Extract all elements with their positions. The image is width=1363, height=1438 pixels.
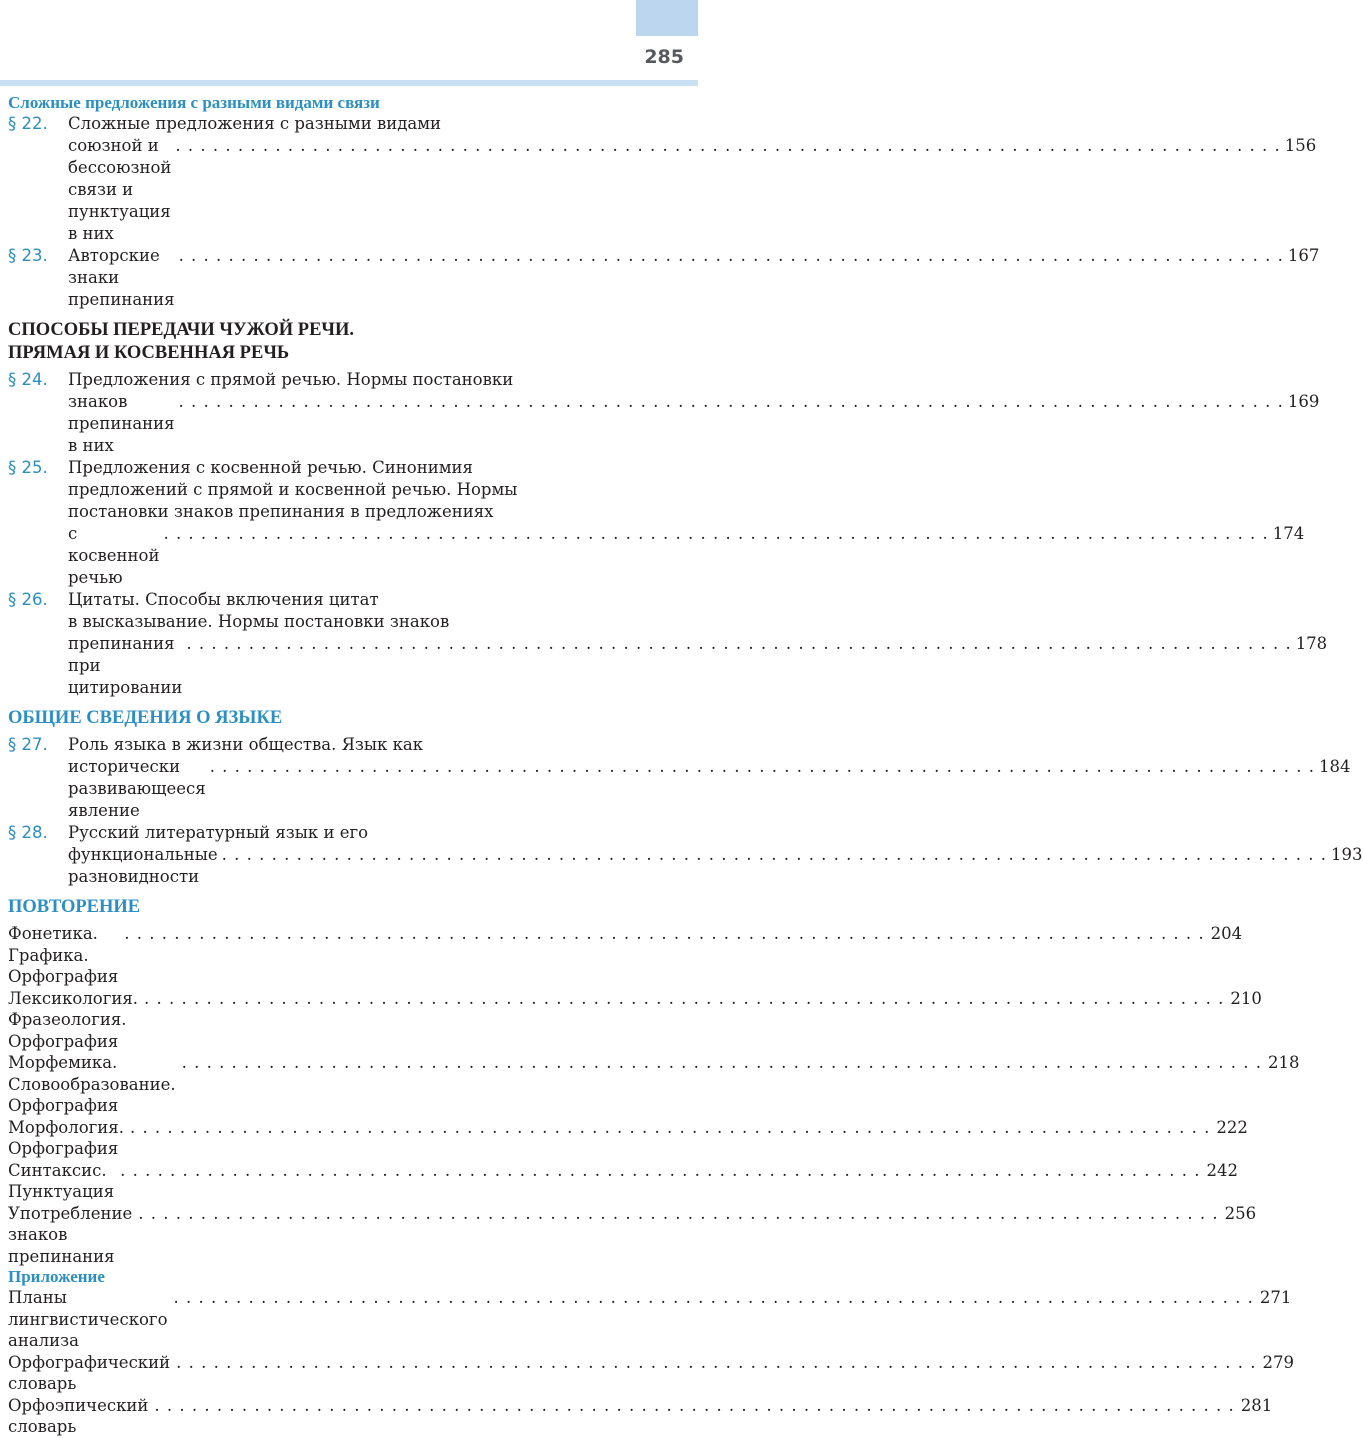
page-ref: 156 xyxy=(1284,136,1317,155)
chapter-heading: ОБЩИЕ СВЕДЕНИЯ О ЯЗЫКЕ xyxy=(8,708,283,728)
entry-line: Предложения с косвенной речью. Синонимия xyxy=(68,458,473,477)
entry-line: Цитаты. Способы включения цитат xyxy=(68,590,379,609)
toc-entry[interactable] xyxy=(8,589,1328,699)
dot-leader xyxy=(174,1287,1254,1309)
section-number: § 28. xyxy=(8,823,48,842)
entry-last-line xyxy=(68,756,1351,822)
entry-line: Русский литературный язык и его xyxy=(68,823,369,842)
toc-row[interactable] xyxy=(8,1203,1257,1268)
entry-line: предложений с прямой и косвенной речью. Нормы xyxy=(68,480,518,499)
row-title: Орфографический словарь xyxy=(8,1352,171,1393)
section-subheading: Сложные предложения с разными видами связи xyxy=(8,93,380,112)
page-ref: 281 xyxy=(1240,1395,1273,1415)
entry-title xyxy=(68,457,1304,589)
page-ref: 256 xyxy=(1224,1203,1257,1223)
section-number: § 27. xyxy=(8,735,48,754)
page-ref: 218 xyxy=(1267,1053,1300,1072)
dot-leader xyxy=(175,135,1280,157)
entry-line: постановки знаков препинания в предложениях xyxy=(68,502,494,521)
entry-last-line xyxy=(68,844,1363,888)
page-ref: 169 xyxy=(1287,392,1320,411)
spacer xyxy=(8,311,653,319)
toc-row[interactable] xyxy=(8,923,1243,988)
toc-row[interactable] xyxy=(8,1352,1294,1395)
page-ref: 167 xyxy=(1287,246,1320,265)
chapter-heading: ПОВТОРЕНИЕ xyxy=(8,897,141,917)
row-title: Планы лингвистического анализа xyxy=(8,1288,168,1350)
toc-row[interactable] xyxy=(8,1287,1292,1352)
page-ref: 193 xyxy=(1331,845,1363,864)
table-of-contents xyxy=(8,93,1363,1438)
header-rule xyxy=(0,80,698,86)
section-number: § 26. xyxy=(8,590,48,609)
row-title: Синтаксис. Пунктуация xyxy=(8,1160,115,1201)
page-ref: 279 xyxy=(1262,1352,1294,1372)
entry-line: Роль языка в жизни общества. Язык как xyxy=(68,735,424,754)
toc-entry[interactable] xyxy=(8,113,1317,245)
dot-leader xyxy=(186,633,1291,655)
toc-row[interactable] xyxy=(8,1395,1273,1438)
dot-leader xyxy=(179,245,1284,267)
entry-line: с косвенной речью xyxy=(68,524,160,587)
row-title: Орфоэпический словарь xyxy=(8,1395,149,1436)
entry-last-line xyxy=(68,633,1327,699)
entry-last-line xyxy=(68,523,1304,589)
row-title: Лексикология. Фразеология. Орфография xyxy=(8,988,139,1051)
dot-leader xyxy=(210,756,1315,778)
entry-line: знаков препинания в них xyxy=(68,392,175,455)
dot-leader xyxy=(154,1395,1234,1417)
dot-leader xyxy=(144,988,1224,1010)
entry-title xyxy=(68,589,1327,699)
entry-line: Сложные предложения с разными видами xyxy=(68,114,442,133)
row-title: Морфология. Орфография xyxy=(8,1117,124,1158)
page-ref: 174 xyxy=(1272,524,1305,543)
page-ref: 222 xyxy=(1216,1117,1248,1137)
section-number: § 22. xyxy=(8,114,48,133)
section-number: § 23. xyxy=(8,246,48,265)
spacer xyxy=(8,699,653,707)
toc-row[interactable] xyxy=(8,1117,1248,1160)
entry-line: Предложения с прямой речью. Нормы постановки xyxy=(68,370,514,389)
dot-leader xyxy=(222,844,1327,866)
entry-line: союзной и бессоюзной связи и пунктуация в них xyxy=(68,136,172,243)
section-subheading: Приложение xyxy=(8,1267,105,1286)
entry-last-line xyxy=(68,391,1319,457)
entry-title xyxy=(68,822,1363,888)
section-number: § 24. xyxy=(8,370,48,389)
corner-tab xyxy=(636,0,698,36)
page-ref: 210 xyxy=(1230,988,1262,1008)
entry-line: исторически развивающееся явление xyxy=(68,757,206,820)
toc-entry[interactable] xyxy=(8,734,1351,822)
toc-entry[interactable] xyxy=(8,822,1363,888)
row-title: Фонетика. Графика. Орфография xyxy=(8,924,119,986)
entry-title xyxy=(68,369,1319,457)
toc-entry[interactable] xyxy=(8,457,1305,589)
page-ref: 242 xyxy=(1206,1160,1238,1180)
entry-line: препинания при цитировании xyxy=(68,634,183,697)
chapter-heading: СПОСОБЫ ПЕРЕДАЧИ ЧУЖОЙ РЕЧИ. xyxy=(8,320,354,340)
entry-title xyxy=(68,245,1319,311)
dot-leader xyxy=(130,1117,1210,1139)
spacer xyxy=(8,888,653,896)
row-title: Морфемика. Словообразование. Орфография xyxy=(8,1053,176,1115)
toc-entry[interactable] xyxy=(8,245,1320,311)
entry-last-line xyxy=(68,135,1316,245)
page-ref: 184 xyxy=(1319,757,1351,776)
page-number: 285 xyxy=(644,46,684,68)
dot-leader xyxy=(124,923,1204,945)
dot-leader xyxy=(182,1052,1262,1074)
chapter-heading: ПРЯМАЯ И КОСВЕННАЯ РЕЧЬ xyxy=(8,343,290,363)
dot-leader xyxy=(138,1203,1218,1225)
entry-line: Авторские знаки препинания xyxy=(68,246,175,309)
toc-row[interactable] xyxy=(8,988,1262,1053)
entry-title xyxy=(68,113,1316,245)
page-ref: 204 xyxy=(1210,924,1243,943)
dot-leader xyxy=(176,1352,1256,1374)
row-title: Употребление знаков препинания xyxy=(8,1203,133,1266)
toc-row[interactable] xyxy=(8,1052,1300,1117)
entry-line: функциональные разновидности xyxy=(68,845,218,886)
toc-entry[interactable] xyxy=(8,369,1320,457)
entry-last-line xyxy=(68,245,1319,311)
page-ref: 178 xyxy=(1295,634,1328,653)
dot-leader xyxy=(163,523,1268,545)
section-number: § 25. xyxy=(8,458,48,477)
page-ref: 271 xyxy=(1259,1288,1292,1307)
dot-leader xyxy=(120,1160,1200,1182)
entry-line: в высказывание. Нормы постановки знаков xyxy=(68,612,450,631)
entry-title xyxy=(68,734,1351,822)
toc-row[interactable] xyxy=(8,1160,1238,1203)
dot-leader xyxy=(179,391,1284,413)
